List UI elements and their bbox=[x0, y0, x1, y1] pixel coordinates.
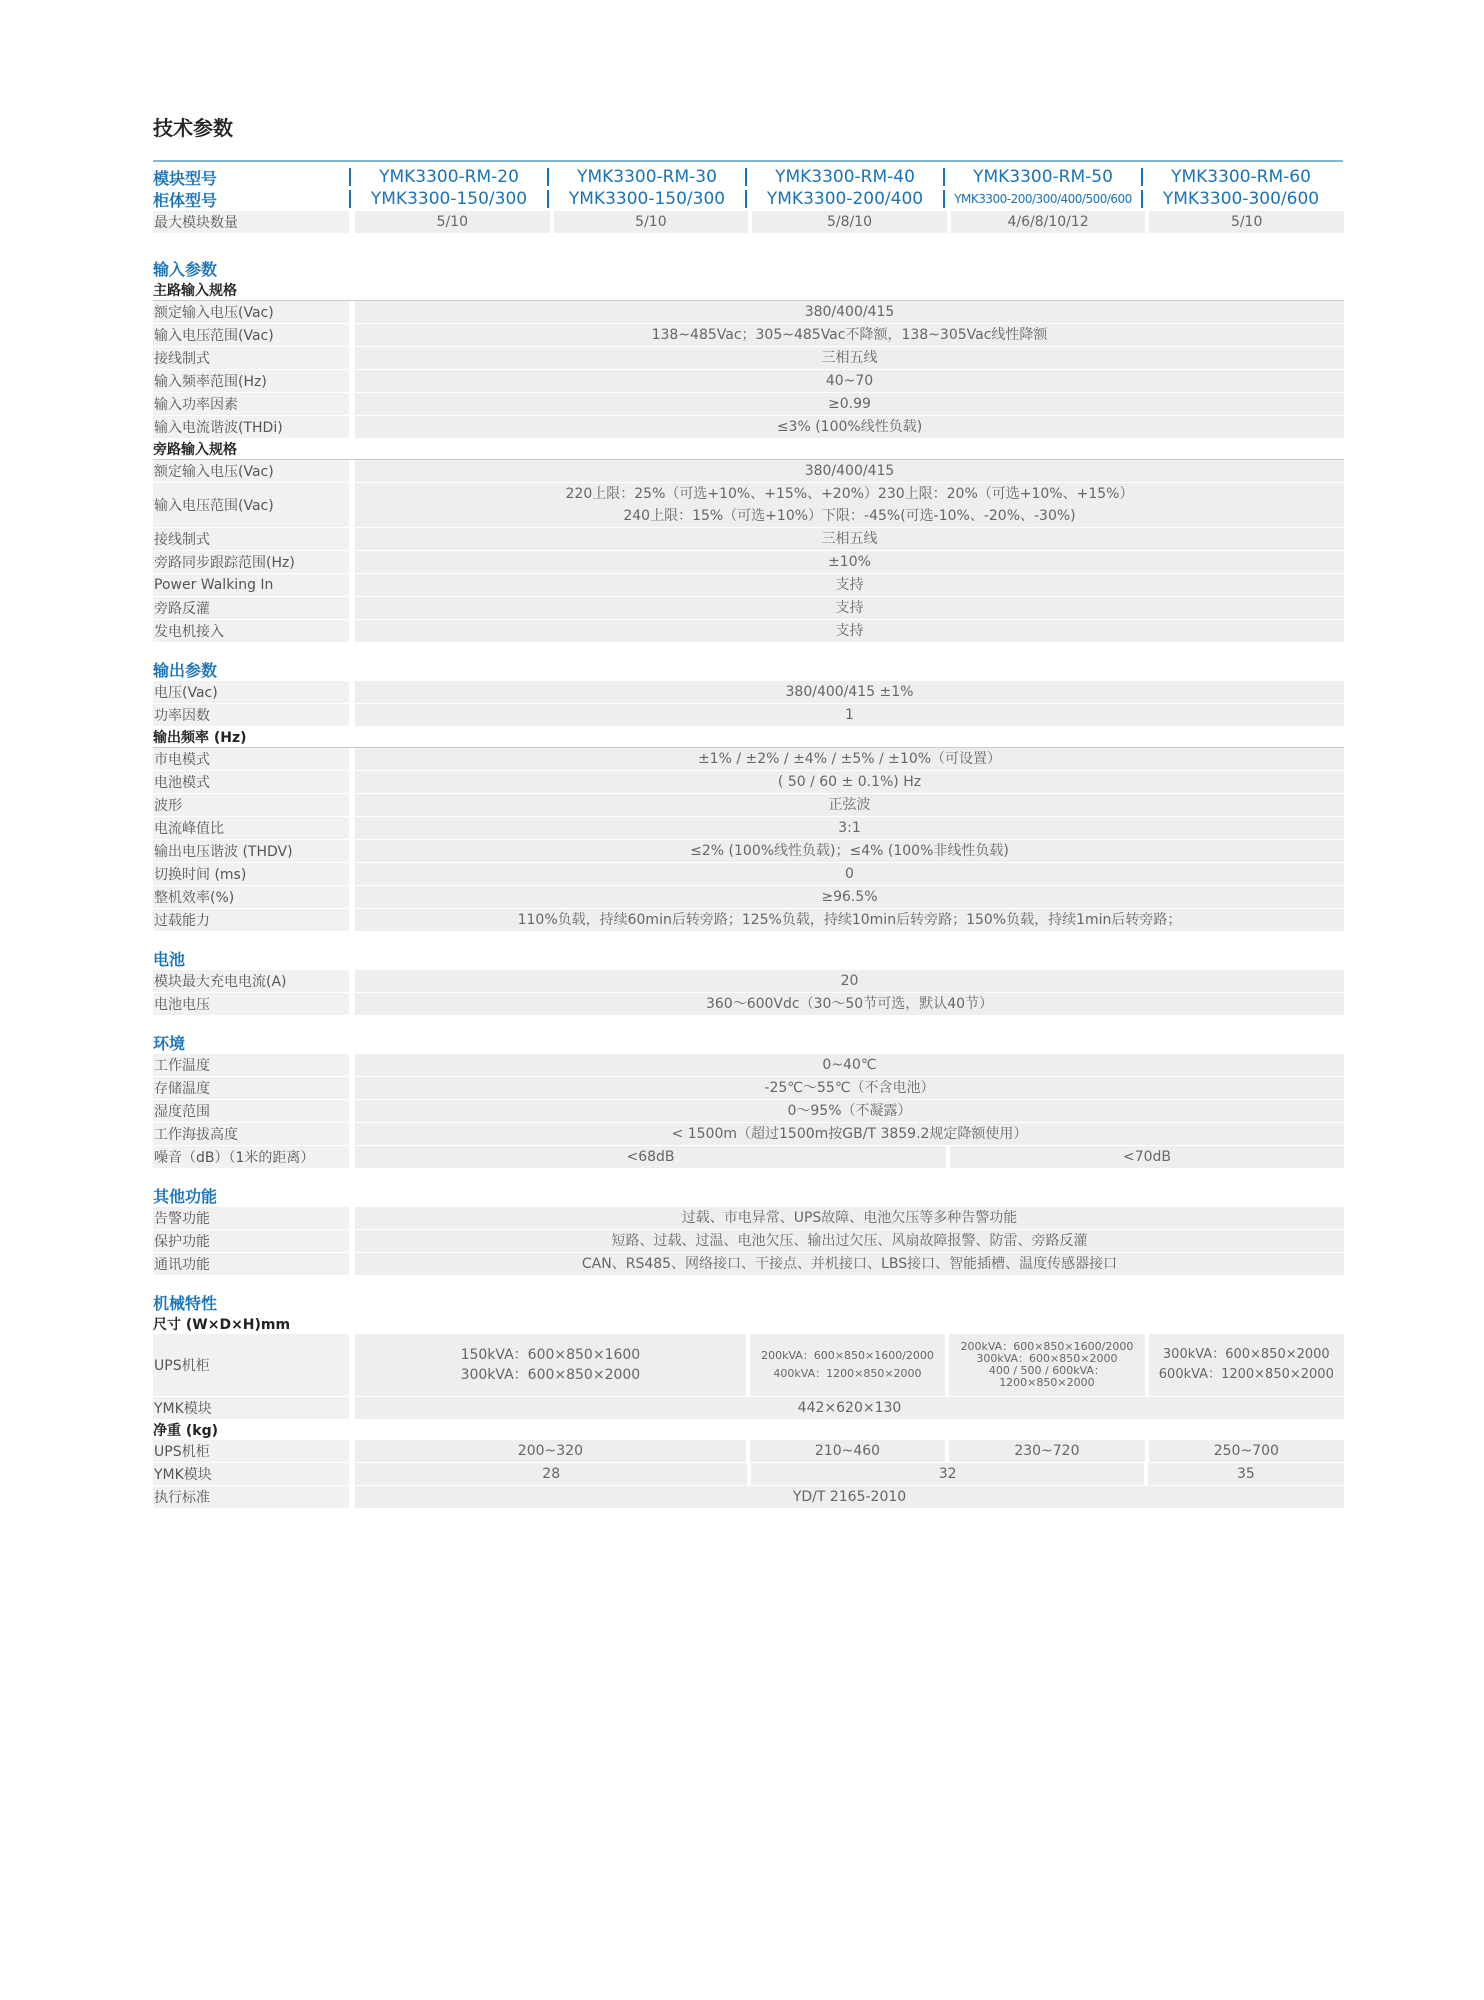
row-value: 3:1 bbox=[355, 817, 1344, 839]
section-title: 电池 bbox=[153, 950, 186, 969]
row-value: 40~70 bbox=[355, 370, 1344, 392]
row-label: 接线制式 bbox=[153, 347, 349, 369]
section-title: 其他功能 bbox=[153, 1187, 218, 1206]
row-label: 电流峰值比 bbox=[153, 817, 349, 839]
cabinet-model-4: YMK3300-200/300/400/500/600 bbox=[943, 190, 1141, 208]
value-line: 400kVA：1200×850×2000 bbox=[773, 1367, 922, 1380]
row-value: 三相五线 bbox=[355, 528, 1344, 550]
row-label: 功率因数 bbox=[153, 704, 349, 726]
cabinet-model-label: 柜体型号 bbox=[153, 190, 218, 210]
section-title: 输出参数 bbox=[153, 661, 218, 680]
row-value bbox=[355, 1334, 746, 1396]
row-value: 380/400/415 bbox=[355, 301, 1344, 323]
row-label: 接线制式 bbox=[153, 528, 349, 550]
row-label: 输入电压范围(Vac) bbox=[153, 483, 349, 527]
row-label: 电池模式 bbox=[153, 771, 349, 793]
row-value: ≤2% (100%线性负载)；≤4% (100%非线性负载) bbox=[355, 840, 1344, 862]
module-model-3: YMK3300-RM-40 bbox=[745, 168, 943, 186]
row-label: 输入电压范围(Vac) bbox=[153, 324, 349, 346]
value-line: 300kVA：600×850×2000 bbox=[460, 1367, 641, 1383]
row-label: 湿度范围 bbox=[153, 1100, 349, 1122]
value-line: 240上限：15%（可选+10%）下限：-45%(可选-10%、-20%、-30%) bbox=[623, 508, 1076, 524]
row-value: -25℃～55℃（不含电池） bbox=[355, 1077, 1344, 1099]
row-value: 支持 bbox=[355, 597, 1344, 619]
module-model-2: YMK3300-RM-30 bbox=[547, 168, 745, 186]
row-label: 通讯功能 bbox=[153, 1253, 349, 1275]
row-value bbox=[1149, 1334, 1344, 1396]
subsection-title: 旁路输入规格 bbox=[153, 439, 1344, 460]
module-model-label: 模块型号 bbox=[153, 168, 218, 188]
value-line: 150kVA：600×850×1600 bbox=[460, 1347, 641, 1363]
row-label: 输入频率范围(Hz) bbox=[153, 370, 349, 392]
row-label: UPS机柜 bbox=[153, 1334, 349, 1396]
row-label: 市电模式 bbox=[153, 748, 349, 770]
value-line: 300kVA：600×850×2000 bbox=[1162, 1347, 1330, 1362]
module-model-1: YMK3300-RM-20 bbox=[349, 168, 547, 186]
row-label: 波形 bbox=[153, 794, 349, 816]
cabinet-model-5: YMK3300-300/600 bbox=[1141, 190, 1339, 208]
row-value: 0～95%（不凝露） bbox=[355, 1100, 1344, 1122]
row-value: <68dB bbox=[355, 1146, 946, 1168]
row-value: ≥0.99 bbox=[355, 393, 1344, 415]
row-label: YMK模块 bbox=[153, 1463, 349, 1485]
row-label: 切换时间 (ms) bbox=[153, 863, 349, 885]
subsection-title: 净重 (kg) bbox=[153, 1423, 219, 1439]
row-label: 发电机接入 bbox=[153, 620, 349, 642]
row-value: 210~460 bbox=[750, 1440, 945, 1462]
row-label: YMK模块 bbox=[153, 1397, 349, 1419]
row-value: 442×620×130 bbox=[355, 1397, 1344, 1419]
value-line: 200kVA：600×850×1600/2000 bbox=[960, 1340, 1134, 1353]
max-module-1: 5/10 bbox=[355, 211, 550, 233]
page-title: 技术参数 bbox=[153, 116, 233, 140]
row-value: CAN、RS485、网络接口、干接点、并机接口、LBS接口、智能插槽、温度传感器接口 bbox=[355, 1253, 1344, 1275]
row-label: 存储温度 bbox=[153, 1077, 349, 1099]
row-value: 三相五线 bbox=[355, 347, 1344, 369]
row-label: 整机效率(%) bbox=[153, 886, 349, 908]
row-value: 230~720 bbox=[949, 1440, 1144, 1462]
input-section bbox=[153, 256, 1344, 1509]
row-value bbox=[949, 1334, 1144, 1396]
row-value: 110%负载，持续60min后转旁路；125%负载，持续10min后转旁路；150%负载，持续1min后转旁路； bbox=[355, 909, 1344, 931]
max-module-5: 5/10 bbox=[1149, 211, 1344, 233]
row-value: 380/400/415 ±1% bbox=[355, 681, 1344, 703]
cabinet-model-3: YMK3300-200/400 bbox=[745, 190, 943, 208]
cabinet-model-1: YMK3300-150/300 bbox=[349, 190, 547, 208]
top-rule bbox=[153, 160, 1343, 162]
value-line: 300kVA：600×850×2000 bbox=[976, 1352, 1118, 1365]
row-label: 电池电压 bbox=[153, 993, 349, 1015]
subsection-title: 尺寸 (W×D×H)mm bbox=[153, 1317, 291, 1333]
value-line: 200kVA：600×850×1600/2000 bbox=[761, 1349, 934, 1362]
row-value: 28 bbox=[355, 1463, 747, 1485]
row-value: ≤3% (100%线性负载) bbox=[355, 416, 1344, 438]
row-label: 旁路同步跟踪范围(Hz) bbox=[153, 551, 349, 573]
row-label: 工作温度 bbox=[153, 1054, 349, 1076]
max-module-3: 5/8/10 bbox=[752, 211, 947, 233]
value-line: 400 / 500 / 600kVA： bbox=[988, 1364, 1105, 1377]
row-value: < 1500m（超过1500m按GB/T 3859.2规定降额使用） bbox=[355, 1123, 1344, 1145]
row-value: YD/T 2165-2010 bbox=[355, 1486, 1344, 1508]
row-value: 35 bbox=[1148, 1463, 1344, 1485]
row-label: 保护功能 bbox=[153, 1230, 349, 1252]
row-value: 138~485Vac；305~485Vac不降额，138~305Vac线性降额 bbox=[355, 324, 1344, 346]
row-value: <70dB bbox=[950, 1146, 1344, 1168]
row-value: 支持 bbox=[355, 574, 1344, 596]
cabinet-model-2: YMK3300-150/300 bbox=[547, 190, 745, 208]
section-title: 机械特性 bbox=[153, 1294, 218, 1313]
row-value: ≥96.5% bbox=[355, 886, 1344, 908]
row-value: ±10% bbox=[355, 551, 1344, 573]
row-label: 旁路反灌 bbox=[153, 597, 349, 619]
row-label: 电压(Vac) bbox=[153, 681, 349, 703]
section-title: 环境 bbox=[153, 1034, 186, 1053]
row-label: 模块最大充电电流(A) bbox=[153, 970, 349, 992]
row-label: UPS机柜 bbox=[153, 1440, 349, 1462]
subsection-title: 输出频率 (Hz) bbox=[153, 727, 1344, 748]
max-module-4: 4/6/8/10/12 bbox=[951, 211, 1146, 233]
row-label: 输出电压谐波 (THDV) bbox=[153, 840, 349, 862]
row-value: 0~40℃ bbox=[355, 1054, 1344, 1076]
row-value: 360～600Vdc（30～50节可选，默认40节） bbox=[355, 993, 1344, 1015]
row-label: 输入电流谐波(THDi) bbox=[153, 416, 349, 438]
module-model-4: YMK3300-RM-50 bbox=[943, 168, 1141, 186]
row-label: 工作海拔高度 bbox=[153, 1123, 349, 1145]
row-label: 额定输入电压(Vac) bbox=[153, 301, 349, 323]
row-value: 380/400/415 bbox=[355, 460, 1344, 482]
section-title: 输入参数 bbox=[153, 260, 218, 279]
row-label: 输入功率因素 bbox=[153, 393, 349, 415]
row-value bbox=[355, 483, 1344, 527]
row-value: 32 bbox=[751, 1463, 1143, 1485]
row-value: ( 50 / 60 ± 0.1%) Hz bbox=[355, 771, 1344, 793]
row-value bbox=[750, 1334, 945, 1396]
row-label: Power Walking In bbox=[153, 574, 349, 596]
row-value: 20 bbox=[355, 970, 1344, 992]
row-value: 支持 bbox=[355, 620, 1344, 642]
module-model-5: YMK3300-RM-60 bbox=[1141, 168, 1339, 186]
row-value: 0 bbox=[355, 863, 1344, 885]
row-value: 短路、过载、过温、电池欠压、输出过欠压、风扇故障报警、防雷、旁路反灌 bbox=[355, 1230, 1344, 1252]
max-module-label: 最大模块数量 bbox=[153, 211, 349, 233]
row-label: 告警功能 bbox=[153, 1207, 349, 1229]
value-line: 600kVA：1200×850×2000 bbox=[1158, 1367, 1334, 1382]
subsection-title: 主路输入规格 bbox=[153, 280, 1344, 301]
row-label: 噪音（dB）（1米的距离） bbox=[153, 1146, 349, 1168]
row-value: 过载、市电异常、UPS故障、电池欠压等多种告警功能 bbox=[355, 1207, 1344, 1229]
row-label: 过载能力 bbox=[153, 909, 349, 931]
value-line: 1200×850×2000 bbox=[999, 1376, 1095, 1389]
model-header bbox=[153, 166, 1344, 234]
row-value: ±1% / ±2% / ±4% / ±5% / ±10%（可设置） bbox=[355, 748, 1344, 770]
value-line: 220上限：25%（可选+10%、+15%、+20%）230上限：20%（可选+10%、+15%） bbox=[565, 486, 1134, 502]
row-label: 执行标准 bbox=[153, 1486, 349, 1508]
row-value: 250~700 bbox=[1149, 1440, 1344, 1462]
row-value: 正弦波 bbox=[355, 794, 1344, 816]
row-value: 1 bbox=[355, 704, 1344, 726]
max-module-2: 5/10 bbox=[554, 211, 749, 233]
row-value: 200~320 bbox=[355, 1440, 746, 1462]
row-label: 额定输入电压(Vac) bbox=[153, 460, 349, 482]
